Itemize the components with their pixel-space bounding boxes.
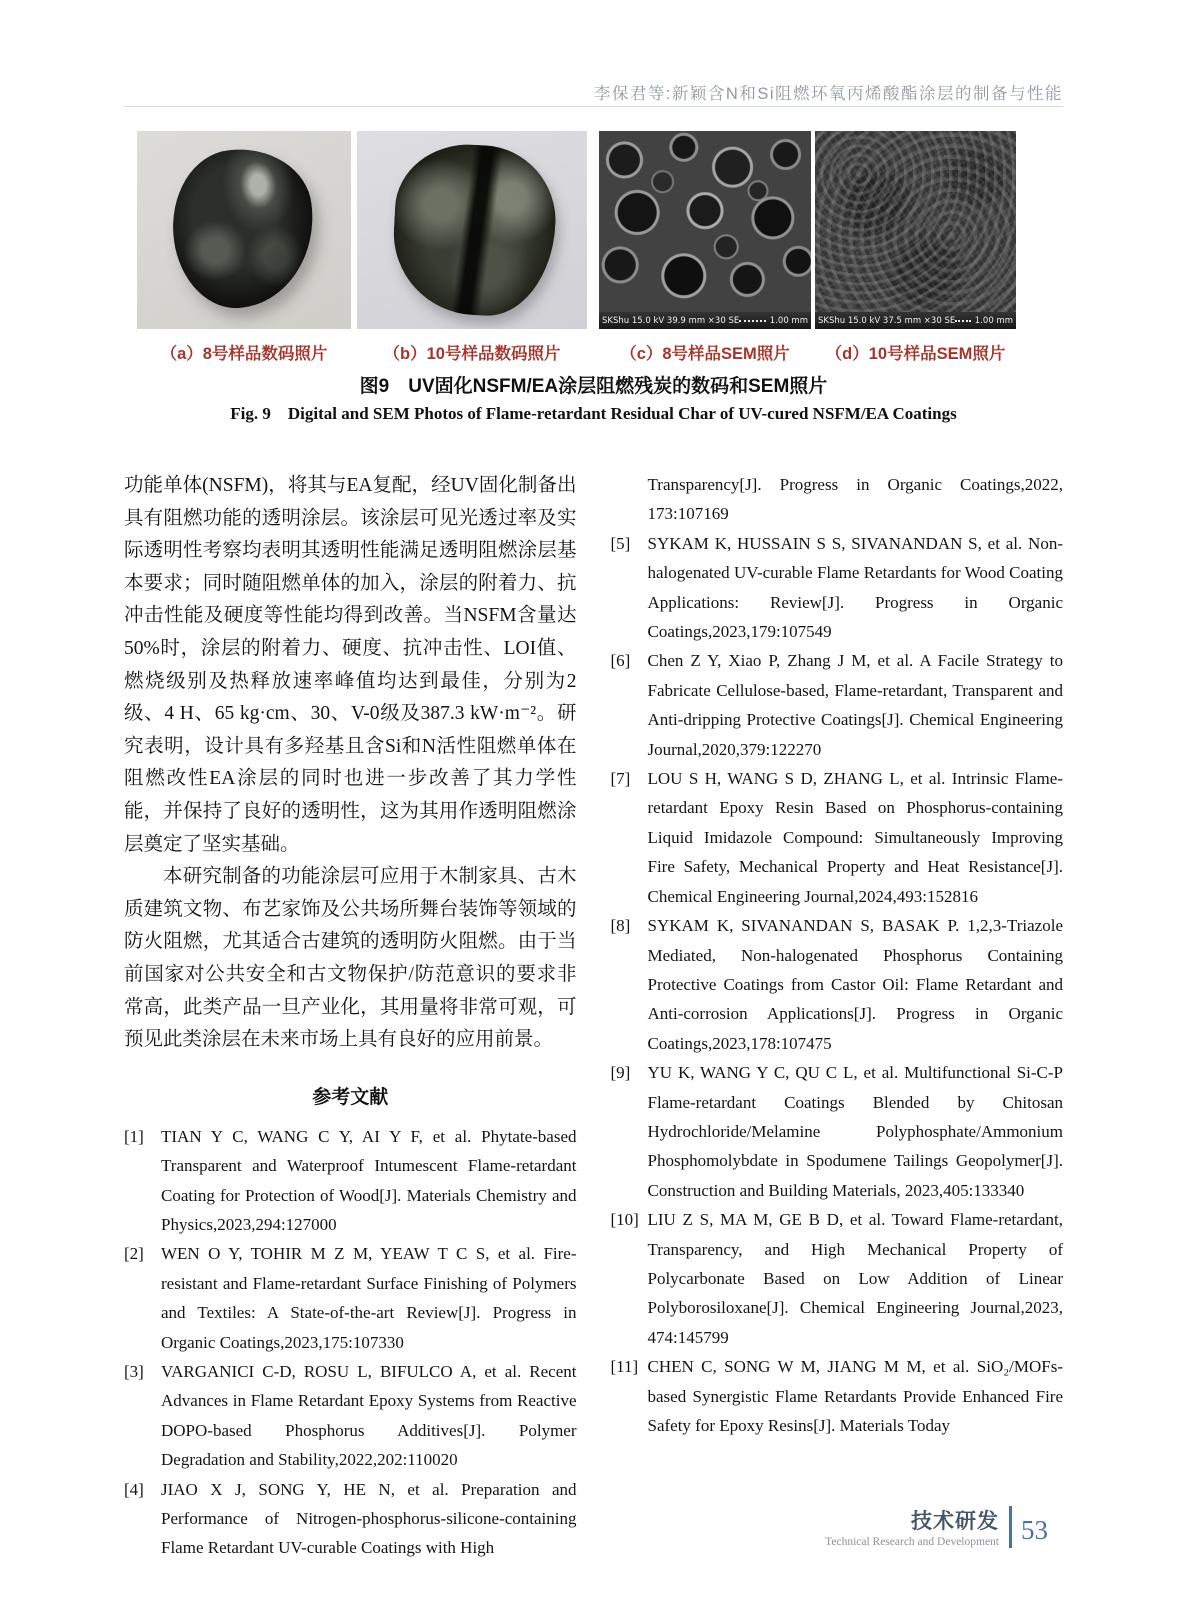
digital-photo-sample10 (357, 131, 587, 329)
sem-status-bar (815, 312, 1016, 329)
reference-item-4 (124, 1475, 577, 1563)
footer-section-cn: 技术研发 (911, 1510, 999, 1533)
sem-photo-sample10 (815, 131, 1016, 329)
reference-text: TIAN Y C, WANG C Y, AI Y F, et al. Phytate-based Transparent and Waterproof Intumescent Flame-retardant Coating for Protection of Wood[J]. Materials Chemistry and Physics,2023,294:127000 (161, 1126, 577, 1234)
sem-photo-sample8 (599, 131, 811, 329)
reference-number: [1] (124, 1126, 144, 1146)
reference-item-9 (611, 1058, 1064, 1205)
figure9-photo-a (137, 131, 357, 364)
left-column (124, 470, 577, 1563)
sem-scale-ticks (955, 320, 971, 322)
reference-number: [11] (610, 1357, 639, 1377)
page-footer (825, 1505, 1048, 1548)
figure9-photo-c (599, 131, 815, 364)
sem-texture-image (815, 131, 1016, 312)
sem-status-bar (599, 312, 811, 329)
reference-text: YU K, WANG Y C, QU C L, et al. Multifunctional Si-C-P Flame-retardant Coatings Blended by Chitosan Hydrochloride/Melamine Polyphosphate/Ammonium Phosphomolybdate in Spodumene Tailings Geopolymer[J]. Construction and Building Materials, 2023,405:133340 (647, 1063, 1063, 1200)
reference-number: [4] (124, 1479, 144, 1499)
char-residue-image (164, 141, 323, 315)
photo-c-label: （c）8号样品SEM照片 (620, 345, 790, 363)
body-columns (124, 470, 1063, 1563)
reference-text: SYKAM K, SIVANANDAN S, BASAK P. 1,2,3-Triazole Mediated, Non-halogenated Phosphorus Containing Protective Coatings from Castor Oil: Flame Retardant and Anti-corrosion Applications[J]. Progress in Organic Coatings,2023,178:107475 (647, 916, 1063, 1053)
reference-item-2 (124, 1239, 577, 1357)
reference-text: JIAO X J, SONG Y, HE N, et al. Preparation and Performance of Nitrogen-phosphorus-silicone-containing Flame Retardant UV-curable Coatings with High (161, 1479, 577, 1558)
reference-number: [7] (610, 769, 631, 789)
sem-info-text: SKShu 15.0 kV 39.9 mm ×30 SE (602, 315, 740, 326)
figure9-caption-cn: 图9 UV固化NSFM/EA涂层阻燃残炭的数码和SEM照片 (359, 376, 828, 397)
page-number: 53 (1021, 1515, 1048, 1545)
body-paragraph-1: 功能单体(NSFM)，将其与EA复配，经UV固化制备出具有阻燃功能的透明涂层。该涂层可见光透过率及实际透明性考察均表明其透明性能满足透明阻燃涂层基本要求；同时随阻燃单体的加入，涂层的附着力、抗冲击性能及硬度等性能均得到改善。当NSFM含量达50%时，涂层的附着力、硬度、抗冲击性、LOI值、燃烧级别及热释放速率峰值均达到最佳，分别为2级、4 H、65 kg·cm、30、V-0级及387.3 kW·m⁻²。研究表明，设计具有多羟基且含Si和N活性阻燃单体在阻燃改性EA涂层的同时也进一步改善了其力学性能，并保持了良好的透明性，这为其用作透明阻燃涂层奠定了坚实基础。 (124, 475, 577, 855)
reference-number: [3] (124, 1361, 144, 1381)
char-residue-image (389, 141, 559, 319)
reference-text: CHEN C, SONG W M, JIANG M M, et al. SiO₂/MOFs-based Synergistic Flame Retardants Provide Enhanced Fire Safety for Epoxy Resins[J]. Materials Today (647, 1357, 1063, 1435)
reference-number: [5] (610, 533, 631, 553)
reference-item-5 (611, 529, 1064, 647)
reference-text: SYKAM K, HUSSAIN S S, SIVANANDAN S, et al. Non-halogenated UV-curable Flame Retardants for Wood Coating Applications: Review[J]. Progress in Organic Coatings,2023,179:107549 (647, 533, 1063, 642)
sem-scale-ticks (739, 320, 766, 322)
references-heading: 参考文献 (312, 1086, 389, 1108)
reference-text: Chen Z Y, Xiao P, Zhang J M, et al. A Facile Strategy to Fabricate Cellulose-based, Flame-retardant, Transparent and Anti-dripping Protective Coatings[J]. Chemical Engineering Journal,2020,379:122270 (647, 651, 1063, 759)
reference-number: [9] (610, 1063, 631, 1083)
reference-text: WEN O Y, TOHIR M Z M, YEAW T C S, et al. Fire-resistant and Flame-retardant Surface Finishing of Polymers and Textiles: A State-of-the-art Review[J]. Progress in Organic Coatings,2023,175:107330 (161, 1244, 577, 1352)
reference-number: [10] (610, 1210, 639, 1230)
reference-item-1 (124, 1122, 577, 1240)
reference-text: LIU Z S, MA M, GE B D, et al. Toward Flame-retardant, Transparency, and High Mechanical Property of Polycarbonate Based on Low Addition of Linear Polyborosiloxane[J]. Chemical Engineering Journal,2023, 474:145799 (647, 1210, 1063, 1347)
reference-item-10 (611, 1205, 1064, 1352)
reference-item-3 (124, 1357, 577, 1475)
figure9 (137, 131, 1050, 364)
sem-scale-text: 1.00 mm (974, 315, 1013, 326)
header-rule (124, 106, 1063, 107)
figure9-photo-row (137, 131, 1050, 364)
digital-photo-sample8 (137, 131, 351, 329)
reference-item-6 (611, 646, 1064, 764)
reference-item-7 (611, 764, 1064, 911)
footer-section-en: Technical Research and Development (825, 1536, 999, 1548)
sem-texture-image (599, 131, 811, 312)
reference-item-8 (611, 911, 1064, 1058)
footer-section (825, 1505, 999, 1548)
body-paragraph-2: 本研究制备的功能涂层可应用于木制家具、古木质建筑文物、布艺家饰及公共场所舞台装饰等领域的防火阻燃，尤其适合古建筑的透明防火阻燃。由于当前国家对公共安全和古文物保护/防范意识的要求非常高，此类产品一旦产业化，其用量将非常可观，可预见此类涂层在未来市场上具有良好的应用前景。 (124, 866, 577, 1051)
reference-number: [6] (610, 651, 631, 671)
footer-divider-bar (1009, 1506, 1012, 1548)
reference-text: VARGANICI C-D, ROSU L, BIFULCO A, et al. Recent Advances in Flame Retardant Epoxy Systems from Reactive DOPO-based Phosphorus Additives[J]. Polymer Degradation and Stability,2022,202:110020 (161, 1361, 577, 1470)
running-head-title: 李保君等:新颖含N和Si阻燃环氧丙烯酸酯涂层的制备与性能 (593, 85, 1063, 103)
reference-number: [2] (124, 1244, 144, 1264)
reference-text: LOU S H, WANG S D, ZHANG L, et al. Intrinsic Flame-retardant Epoxy Resin Based on Phosphorus-containing Liquid Imidazole Compound: Simultaneously Improving Fire Safety, Mechanical Property and Heat Resistance[J]. Chemical Engineering Journal,2024,493:152816 (647, 769, 1063, 906)
photo-b-label: （b）10号样品数码照片 (383, 345, 561, 363)
photo-a-label: （a）8号样品数码照片 (160, 345, 328, 363)
reference-4-continuation: Transparency[J]. Progress in Organic Coatings,2022, 173:107169 (647, 475, 1063, 524)
right-column (611, 470, 1064, 1563)
reference-number: [8] (610, 916, 631, 936)
sem-info-text: SKShu 15.0 kV 37.5 mm ×30 SE (818, 315, 956, 326)
sem-scale-text: 1.00 mm (769, 315, 808, 326)
reference-item-11 (611, 1352, 1064, 1440)
photo-d-label: （d）10号样品SEM照片 (825, 345, 1006, 363)
figure9-photo-b (357, 131, 599, 364)
figure9-caption-en: Fig. 9 Digital and SEM Photos of Flame-retardant Residual Char of UV-cured NSFM/EA Coatings (230, 404, 957, 423)
figure9-photo-d (815, 131, 1016, 364)
